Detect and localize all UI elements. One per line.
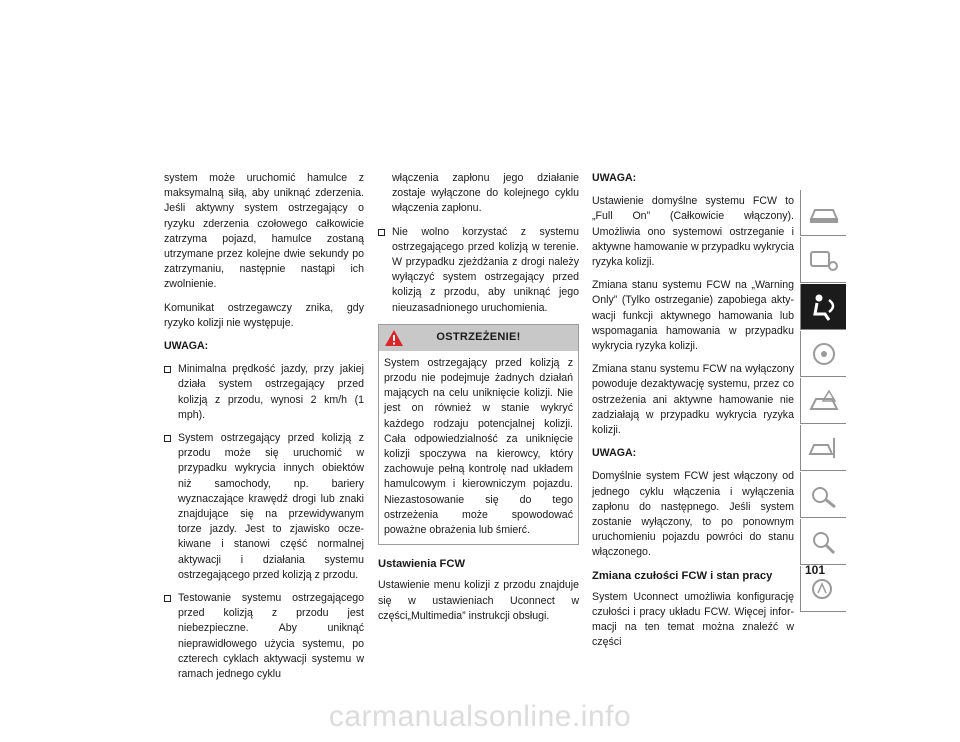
- paragraph: Domyślnie system FCW jest włączony od jednego cyklu włączenia i wyłączenia zapłonu do następnego. Jeśli system zostanie wyłączony, to po ponownym uruchomieniu pojazdu powróci do stanu włączonego.: [592, 470, 794, 559]
- section-heading: Ustawienia FCW: [378, 558, 466, 571]
- chapter-tab-dashboard[interactable]: [800, 190, 846, 236]
- wrench-icon: [807, 481, 841, 509]
- note-label: UWAGA:: [592, 172, 637, 184]
- note-label: UWAGA:: [164, 340, 209, 353]
- warning-text: System ostrzegający przed kolizją z przodu nie podejmuje żadnych działań mających na celu uniknięcie kolizji. Nie jest on również w stanie wykryć każdego rodzaju potencjalnej kolizji. Cała odpowiedzialność za uniknięcie kolizji spoczywa na kierowcy, który zachowuje pełną kontrolę nad układem hamulcowym i kierowniczym pojazdu. Niezastosowanie się do tego ostrzeżenia może spowodować poważne obrażenia lub śmierć.: [384, 356, 573, 537]
- column-left: [164, 171, 364, 690]
- paragraph: Zmiana stanu systemu FCW na wyłączony powoduje dezaktywację systemu, przez co ostrzeżenia ani aktywne hamowanie nie zadziałają w przypadku wykrycia ryzyka kolizji.: [592, 363, 794, 437]
- bullet-list: [164, 362, 364, 682]
- paragraph: Ustawienie menu kolizji z przodu znajduje się w ustawieniach Uconnect w części„Multimedia” instrukcji obsługi.: [378, 579, 579, 622]
- bullet-list: [378, 225, 579, 316]
- chapter-tab-driving[interactable]: [800, 331, 846, 377]
- chapter-tabs: [800, 190, 846, 613]
- warning-header: [379, 325, 578, 351]
- chapter-tab-service[interactable]: [800, 425, 846, 471]
- list-item: Minimalna prędkość jazdy, przy jakiej działa system ostrzegający przed kolizją z przodu, wynosi 2 km/h (1 mph).: [164, 362, 364, 423]
- chapter-tab-technical[interactable]: [800, 472, 846, 518]
- paragraph: Komunikat ostrzegawczy znika, gdy ryzyko kolizji nie występuje.: [164, 301, 364, 329]
- car-warning-icon: [807, 387, 841, 415]
- warning-triangle-icon: [384, 329, 404, 347]
- magnifier-icon: [807, 528, 841, 556]
- watermark: carmanualsonline.info: [328, 700, 632, 733]
- section-heading: Zmiana czułości FCW i stan pracy: [592, 569, 773, 582]
- warning-title: OSTRZEŻENIE!: [436, 331, 521, 344]
- chapter-tab-search[interactable]: [800, 519, 846, 565]
- chapter-tab-safety[interactable]: [800, 284, 846, 330]
- index-abc-icon: [807, 575, 841, 603]
- chapter-tab-emergency[interactable]: [800, 378, 846, 424]
- paragraph: system może uruchomić hamulce z maksymalną siłą, aby uniknąć zderzenia. Jeśli aktywny system ostrzegający o ryzyku zderzenia czołowego całkowicie zatrzyma pojazd, hamulce zostaną utrzymane przez kolejne dwie sekundy po zatrzymaniu, następnie nastąpi ich zwolnienie.: [164, 172, 364, 291]
- paragraph: Zmiana stanu systemu FCW na „Warning Only” (Tylko ostrzeganie) zapobiega aktywacji funkcji aktywnego hamowania lub wspomagania hamowania w przypadku wykrycia ryzyka kolizji.: [592, 279, 794, 353]
- airbag-seat-icon: [807, 292, 841, 322]
- car-service-icon: [807, 434, 841, 462]
- chapter-tab-keys[interactable]: [800, 237, 846, 283]
- list-item: System ostrzegający przed kolizją z przodu może się uruchomić w przypadku wykrycia innych obiektów niż samochody, np. bariery wyznaczające krawędź drogi lub znaki znajdujące się na przewidywanym torze jazdy. Jest to zjawisko oczekiwane i stanowi część normalnej aktywacji i działania systemu ostrzegającego przed kolizją z przodu.: [164, 431, 364, 583]
- page-number: 101: [805, 563, 826, 577]
- warning-box: [378, 324, 579, 545]
- paragraph: System Uconnect umożliwia konfigurację czułości i pracy układu FCW. Więcej informacji na ten temat można znaleźć w części: [592, 590, 794, 649]
- car-key-icon: [807, 246, 841, 274]
- car-dashboard-icon: [807, 199, 841, 227]
- column-right: [592, 171, 794, 659]
- steering-wheel-icon: [807, 340, 841, 368]
- list-item: Nie wolno korzystać z systemu ostrzegającego przed kolizją w terenie. W przypadku zjeżdżania z drogi należy wyłączyć system ostrzegający przed kolizją z przodu, aby uniknąć jego nieuzasadnionego uruchomienia.: [378, 225, 579, 316]
- list-item-continuation: włączenia zapłonu jego działanie zostaje wyłączone do kolejnego cyklu włączenia zapłonu.: [392, 172, 579, 215]
- note-label: UWAGA:: [592, 447, 637, 460]
- paragraph: Ustawienie domyślne systemu FCW to „Full On” (Całkowicie włączony). Umożliwia ono systemowi ostrzeganie i aktywne hamowanie w przypadku wykrycia ryzyka kolizji.: [592, 195, 794, 269]
- column-middle: [378, 171, 579, 632]
- list-item: Testowanie systemu ostrzegającego przed kolizją z przodu jest niebezpieczne. Aby uniknąć nieprawidłowego użycia systemu, po czterech cyklach aktywacji systemu w ramach jednego cyklu: [164, 591, 364, 682]
